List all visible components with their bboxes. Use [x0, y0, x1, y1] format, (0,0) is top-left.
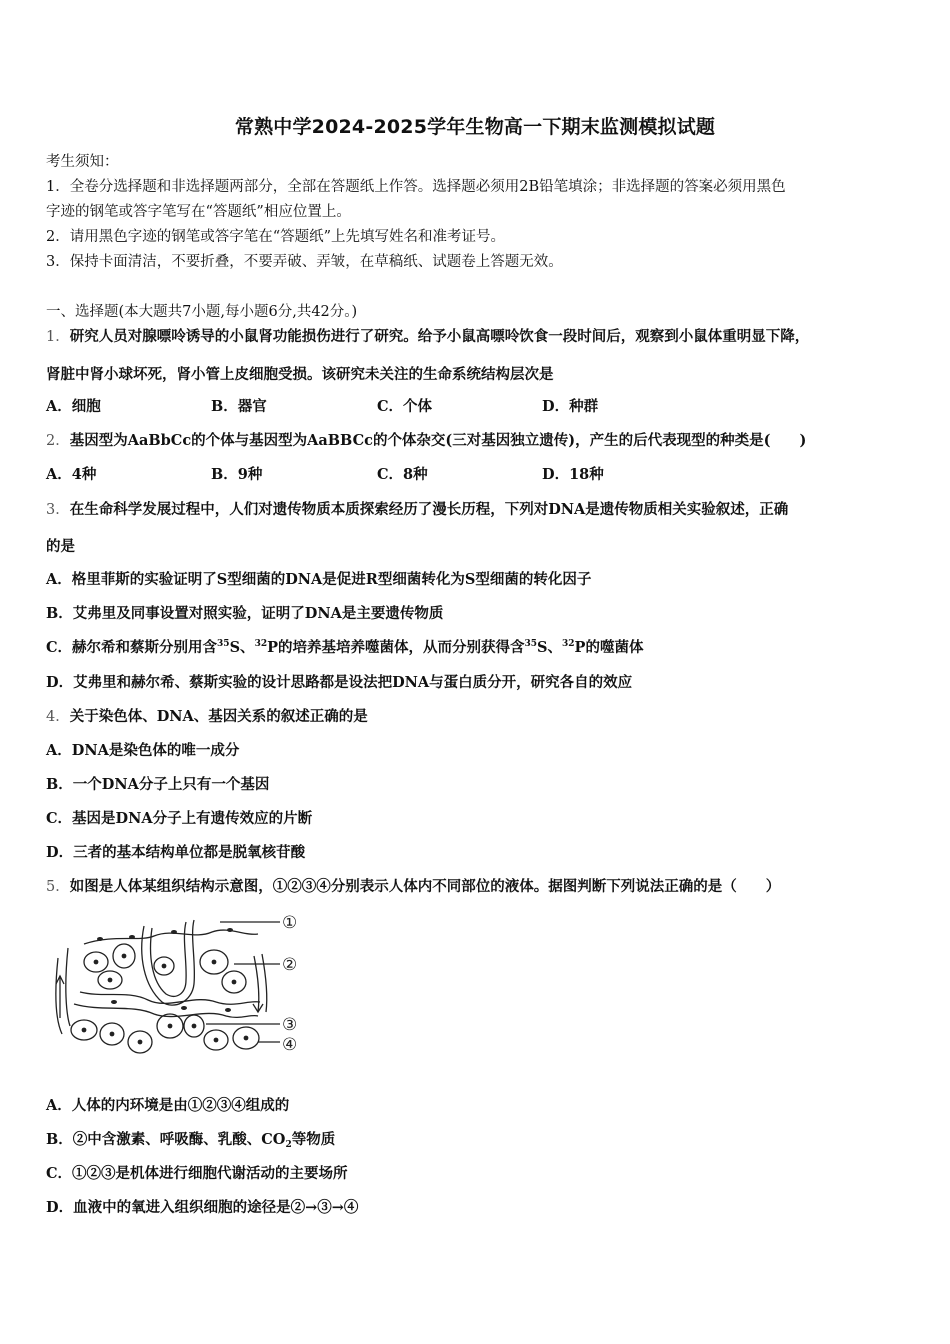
option-c: C．赫尔希和蔡斯分别用含$^{35}$S、$^{32}$P的培养基培养噬菌体，从而分别获得含$^{35}$S、$^{32}$P的噬菌体 [46, 639, 644, 656]
question-1-line: 肾脏中肾小球坏死，肾小管上皮细胞受损。该研究未关注的生命系统结构层次是 [46, 366, 554, 383]
option-d: D．三者的基本结构单位都是脱氧核苷酸 [46, 844, 306, 861]
notice-item: 字迹的钢笔或答字笔写在“答题纸”相应位置上。 [46, 204, 351, 220]
notice-item: 3．保持卡面清洁，不要折叠，不要弄破、弄皱，在草稿纸、试题卷上答题无效。 [46, 254, 563, 270]
option-d: D．血液中的氧进入组织细胞的途径是②→③→④ [46, 1199, 359, 1216]
option-c: C．个体 [377, 398, 433, 415]
question-1-line: 1．研究人员对腺嘌呤诱导的小鼠肾功能损伤进行了研究。给予小鼠高嘌呤饮食一段时间后，观察到小鼠体重明显下降， [46, 328, 810, 345]
option-a: A．4种 [46, 466, 97, 483]
section-heading: 一、选择题(本大题共7小题,每小题6分,共42分。) [46, 304, 358, 320]
question-2-line: 2．基因型为AaBbCc的个体与基因型为AaBBCc的个体杂交(三对基因独立遗传)，产生的后代表现型的种类是( ) [46, 432, 807, 449]
option-b: B．②中含激素、呼吸酶、乳酸、$CO_2$等物质 [46, 1131, 336, 1150]
option-b: B．艾弗里及同事设置对照实验，证明了DNA是主要遗传物质 [46, 605, 444, 622]
question-number: 2． [46, 433, 70, 449]
exam-title: 常熟中学2024-2025学年生物高一下期末监测模拟试题 [234, 116, 716, 138]
figure-label-4: ④ [282, 1035, 298, 1055]
option-b: B．器官 [211, 398, 267, 415]
option-d: D．艾弗里和赫尔希、蔡斯实验的设计思路都是设法把DNA与蛋白质分开，研究各自的效应 [46, 674, 633, 691]
question-number: 3． [46, 502, 70, 518]
option-d: D．种群 [542, 398, 599, 415]
option-a: A．DNA是染色体的唯一成分 [46, 742, 240, 759]
tissue-structure-figure [44, 906, 306, 1060]
option-a: A．人体的内环境是由①②③④组成的 [46, 1097, 290, 1114]
option-c: C．①②③是机体进行细胞代谢活动的主要场所 [46, 1165, 348, 1182]
question-3-line: 3．在生命科学发展过程中，人们对遗传物质本质探索经历了漫长历程，下列对DNA是遗传物质相关实验叙述，正确 [46, 501, 789, 518]
question-5-line: 5．如图是人体某组织结构示意图，①②③④分别表示人体内不同部位的液体。据图判断下列说法正确的是（ ） [46, 878, 781, 895]
question-number: 4． [46, 709, 70, 725]
option-a: A．细胞 [46, 398, 101, 415]
figure-label-1: ① [282, 913, 298, 933]
question-number: 1． [46, 329, 70, 345]
option-b: B．一个DNA分子上只有一个基因 [46, 776, 270, 793]
notice-heading: 考生须知： [46, 154, 119, 170]
notice-item: 1．全卷分选择题和非选择题两部分，全部在答题纸上作答。选择题必须用2B铅笔填涂；非选择题的答案必须用黑色 [46, 179, 786, 195]
notice-item: 2．请用黑色字迹的钢笔或答字笔在“答题纸”上先填写姓名和准考证号。 [46, 229, 506, 245]
option-a: A．格里菲斯的实验证明了S型细菌的DNA是促进R型细菌转化为S型细菌的转化因子 [46, 571, 592, 588]
question-3-line: 的是 [46, 538, 75, 555]
option-b: B．9种 [211, 466, 263, 483]
figure-label-3: ③ [282, 1015, 298, 1035]
option-c: C．基因是DNA分子上有遗传效应的片断 [46, 810, 313, 827]
option-d: D．18种 [542, 466, 604, 483]
option-c: C．8种 [377, 466, 428, 483]
question-number: 5． [46, 879, 70, 895]
figure-label-2: ② [282, 955, 298, 975]
question-4-line: 4．关于染色体、DNA、基因关系的叙述正确的是 [46, 708, 368, 725]
